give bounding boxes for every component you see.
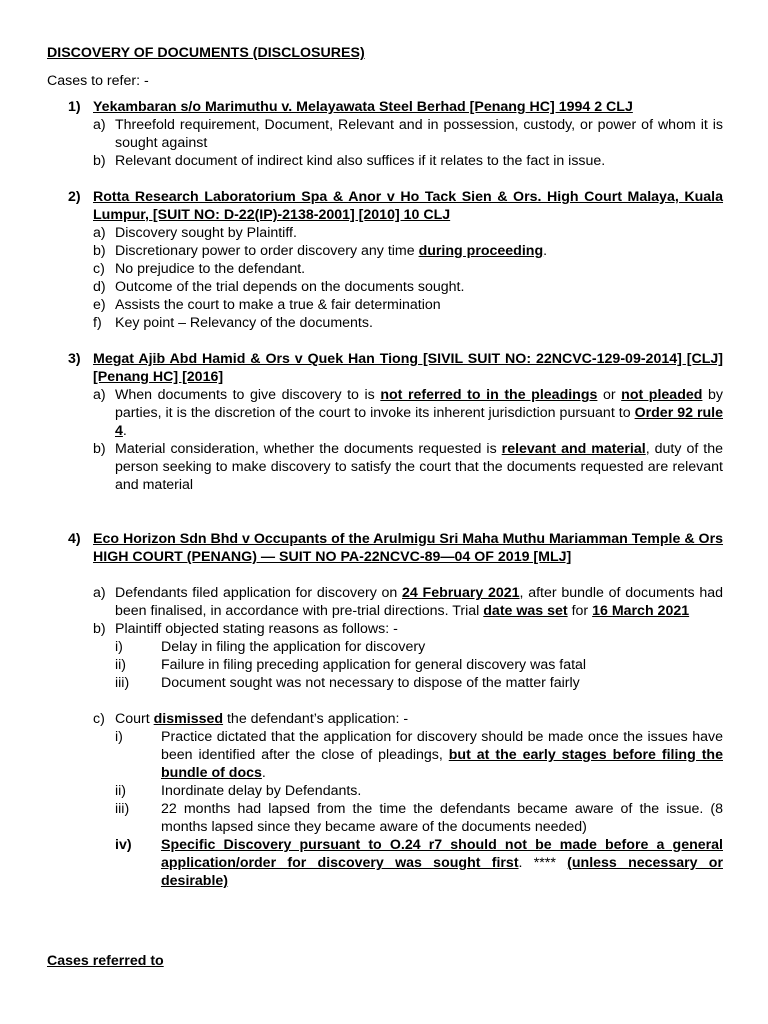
item-emphasis: but at the early stages before filing the bundle of docs [161,747,723,781]
roman-item [115,836,723,890]
list-item [93,314,723,332]
case-4 [47,530,723,890]
roman-label: i) [115,639,123,655]
item-emphasis: 24 February 2021 [402,585,520,601]
list-item [93,710,723,890]
item-emphasis: date was set [483,603,568,619]
item-text: Inordinate delay by Defendants. [161,783,362,799]
item-emphasis: dismissed [153,711,224,727]
roman-label: ii) [115,783,127,799]
item-text: Material consideration, whether the documents requested is [115,441,502,457]
item-label: c) [93,261,105,277]
document-page [47,44,723,890]
list-item [93,224,723,242]
item-text: No prejudice to the defendant. [115,261,306,277]
item-text: Delay in filing the application for discovery [161,639,426,655]
item-text: 22 months had lapsed from the time the defendants became aware of the issue. (8 months lapsed since they became aware of the documents needed) [161,801,723,835]
item-label: a) [93,117,106,133]
item-label: b) [93,243,106,259]
case-2 [47,188,723,332]
item-emphasis: not pleaded [621,387,703,403]
item-text: Threefold requirement, Document, Relevant and in possession, custody, or power of whom it is sought against [115,117,723,151]
item-emphasis: Order 92 rule 4 [115,405,723,439]
item-label: c) [93,711,105,727]
item-text: Court [115,711,154,727]
case-title: Yekambaran s/o Marimuthu v. Melayawata Steel Berhad [Penang HC] 1994 2 CLJ [93,99,633,115]
item-text: Document sought was not necessary to dispose of the matter fairly [161,675,580,691]
roman-label: ii) [115,657,127,673]
item-text: Failure in filing preceding application for general discovery was fatal [161,657,587,673]
item-label: b) [93,621,106,637]
roman-label: i) [115,729,123,745]
item-text: for [567,603,593,619]
list-item [93,440,723,494]
roman-item [115,674,723,692]
intro-text: Cases to refer: - [47,73,149,89]
item-text: . [261,765,266,781]
case-number: 1) [68,99,81,115]
roman-item [115,800,723,836]
cases-referred-heading: Cases referred to [47,953,164,969]
item-emphasis: (unless necessary or desirable) [161,855,723,889]
list-item [93,620,723,692]
roman-item [115,656,723,674]
item-text: Discretionary power to order discovery any time [115,243,419,259]
item-text: Defendants filed application for discovery on [115,585,403,601]
item-emphasis: 16 March 2021 [592,603,690,619]
item-label: b) [93,441,106,457]
list-item [93,242,723,260]
case-3 [47,350,723,494]
item-text: the defendant’s application: - [223,711,409,727]
case-title: Rotta Research Laboratorium Spa & Anor v Ho Tack Sien & Ors. High Court Malaya, Kuala Lumpur, [SUIT NO: D-22(IP)-2138-2001] [2010] 10 CLJ [93,189,723,223]
item-text: Discovery sought by Plaintiff. [115,225,297,241]
case-number: 2) [68,189,81,205]
item-emphasis: not referred to in the pleadings [380,387,598,403]
item-label: f) [93,315,102,331]
item-text: Relevant document of indirect kind also suffices if it relates to the fact in issue. [115,153,606,169]
item-label: e) [93,297,106,313]
roman-label: iv) [115,837,132,853]
roman-label: iii) [115,675,130,691]
list-item [93,116,723,152]
list-item [93,278,723,296]
case-number: 4) [68,531,81,547]
item-text: . [543,243,548,259]
case-title: Eco Horizon Sdn Bhd v Occupants of the Arulmigu Sri Maha Muthu Mariamman Temple & Ors HIGH COURT (PENANG) — SUIT NO PA-22NCVC-89—04 OF 2019 [MLJ] [93,531,723,565]
item-text: Outcome of the trial depends on the documents sought. [115,279,465,295]
list-item [93,386,723,440]
item-text: . [122,423,127,439]
list-item [93,584,723,620]
item-emphasis: during proceeding [418,243,544,259]
item-text: by parties, it is the discretion of the court to invoke its inherent jurisdiction pursuant to [115,387,723,421]
item-text: When documents to give discovery to is [115,387,381,403]
case-1 [47,98,723,170]
case-title: Megat Ajib Abd Hamid & Ors v Quek Han Tiong [SIVIL SUIT NO: 22NCVC-129-09-2014] [CLJ] [Penang HC] [2016] [93,351,723,385]
item-label: b) [93,153,106,169]
item-text: Plaintiff objected stating reasons as follows: - [115,621,398,637]
item-text: Key point – Relevancy of the documents. [115,315,373,331]
roman-label: iii) [115,801,130,817]
item-label: a) [93,585,106,601]
item-label: d) [93,279,106,295]
roman-item [115,728,723,782]
item-text: Practice dictated that the application for discovery should be made once the issues have been identified after the close of pleadings, [161,729,723,763]
list-item [93,260,723,278]
item-text: or [597,387,622,403]
item-text: . **** [518,855,568,871]
list-item [93,152,723,170]
item-emphasis: Specific Discovery pursuant to O.24 r7 should not be made before a general application/order for discovery was sought first [161,837,723,871]
item-label: a) [93,225,106,241]
item-emphasis: relevant and material [501,441,646,457]
case-number: 3) [68,351,81,367]
roman-item [115,638,723,656]
item-text: Assists the court to make a true & fair determination [115,297,441,313]
item-text: , after bundle of documents had been finalised, in accordance with pre-trial directions. Trial [115,585,723,619]
item-text: , duty of the person seeking to make discovery to satisfy the court that the documents requested are relevant and material [115,441,724,493]
document-title: DISCOVERY OF DOCUMENTS (DISCLOSURES) [47,45,365,61]
roman-item [115,782,723,800]
list-item [93,296,723,314]
item-label: a) [93,387,106,403]
